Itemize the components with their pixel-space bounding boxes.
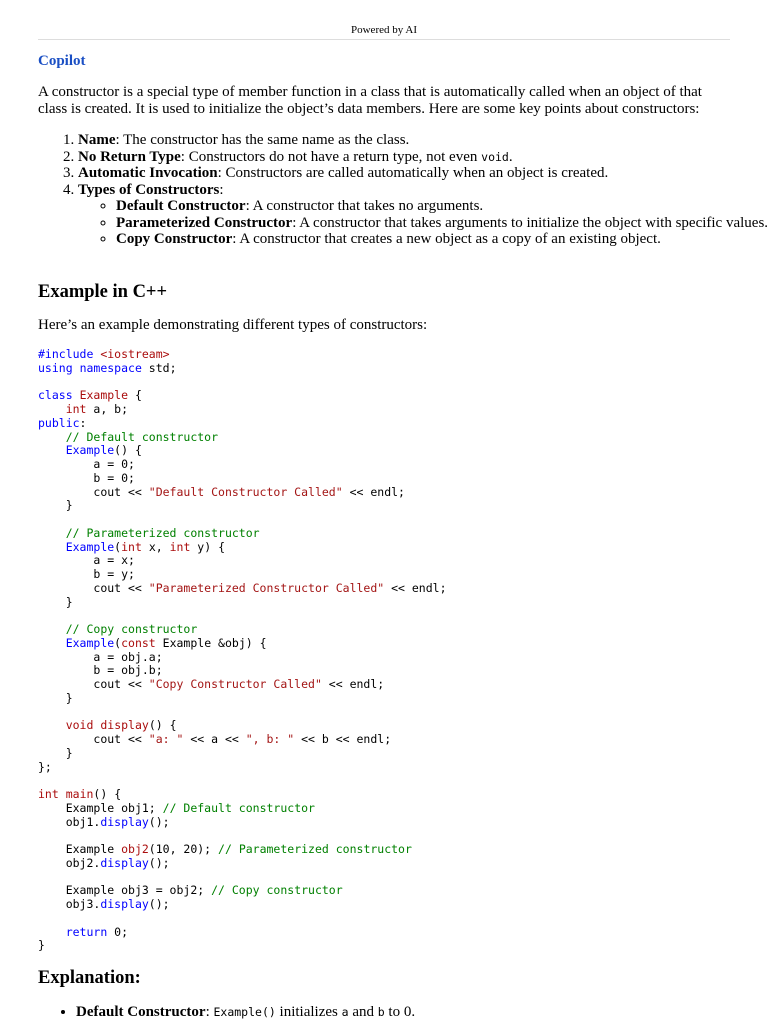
term: Default Constructor [76,1004,206,1020]
powered-by-banner [38,22,730,40]
key-point-automatic-invocation [78,165,768,182]
term: No Return Type [78,148,181,165]
code-token: using [38,360,73,375]
code-token: int [65,402,87,416]
code-token: // Parameterized constructor [218,842,412,856]
example-heading: Example in C++ [38,282,168,302]
code-token: "Parameterized Constructor Called" [148,580,385,595]
inline-code: b [377,1005,385,1019]
code-token: display [100,814,149,829]
term: Parameterized Constructor [116,214,293,231]
description: : The constructor has the same name as the class. [115,132,410,148]
code-token: (); [148,855,170,870]
description: to 0. [384,1004,416,1020]
term: Default Constructor [116,198,246,214]
code-token: a = x; [93,553,135,568]
description: : Constructors do not have a return type, not even [180,148,482,165]
term: Name [78,132,116,148]
code-token: a = 0; [93,457,135,471]
key-point-no-return-type [78,149,768,166]
code-token: display [100,897,149,911]
code-token: } [65,498,73,513]
code-token: << endl; [342,484,405,499]
description: : A constructor that creates a new object as a copy of an existing object. [232,231,661,247]
code-token: } [38,938,45,953]
description: initializes [275,1004,342,1020]
code-token: Example &obj) { [155,635,267,650]
term: Copy Constructor [116,231,233,247]
code-token: Example [65,443,115,458]
code-token: Example obj3 = obj2; [65,883,212,898]
code-token: ( [114,539,122,554]
inline-code: a [341,1005,349,1019]
code-token: // Parameterized constructor [65,525,260,540]
code-token: <iostream> [93,347,170,361]
explanation-heading: Explanation: [38,968,141,988]
code-token: << b << endl; [294,732,392,746]
inline-code: Example() [213,1005,276,1019]
code-token: 0; [107,924,129,939]
code-token: << endl; [384,580,447,595]
code-token: obj1. [65,814,101,829]
code-token: const [121,635,156,650]
code-token: int [38,787,59,801]
key-point-name [78,132,768,149]
code-token: { [128,388,142,403]
code-token: b = y; [93,567,135,581]
code-token: display [100,855,149,870]
inline-code: void [481,149,509,164]
code-token: // Default constructor [162,800,315,815]
intro-paragraph: A constructor is a special type of member function in a class that is automatically called when an object of that class is created. It is used to initialize the object’s data members. Here are some key points about constructors: [38,84,702,117]
code-token: } [65,594,73,609]
code-token: cout << [93,484,149,499]
code-token: Example [79,388,129,403]
code-token: obj2. [65,855,101,870]
code-token: "a: " [148,732,184,746]
key-point-types [78,182,768,248]
code-token: return [65,924,108,939]
key-points-list [38,132,768,248]
code-token: Example [65,842,122,856]
description: : [219,181,224,198]
type-default [116,198,768,215]
code-token: () { [93,787,122,801]
code-token: x, [141,539,170,554]
code-token: obj3. [65,897,101,911]
code-token: int [169,539,191,554]
code-token: "Copy Constructor Called" [148,677,322,691]
code-token: display [100,718,149,733]
code-token: } [65,690,73,705]
code-token: obj2 [121,842,149,856]
code-token: class [38,388,73,403]
code-block [38,348,447,953]
code-token: void [65,718,94,733]
code-token: b = 0; [93,470,135,485]
code-token: : [79,415,87,430]
code-token: "Default Constructor Called" [148,484,343,499]
type-parameterized [116,215,768,232]
code-token: y) { [190,539,225,554]
assistant-name: Copilot [38,53,86,69]
code-token: cout << [93,732,149,746]
code-token: std; [141,360,177,375]
code-token: Example obj1; [65,800,163,815]
code-token: // Default constructor [65,429,219,444]
code-token: // Copy constructor [211,883,343,898]
punctuation: . [508,148,513,165]
code-token: } [65,745,73,760]
code-token: public [38,415,80,430]
code-token: () { [114,443,142,458]
code-token: a = obj.a; [93,649,163,664]
separator: : [205,1004,214,1020]
code-token: Example [65,635,115,650]
code-token: cout << [93,677,149,691]
code-token: cout << [93,580,149,595]
term: Automatic Invocation [78,165,218,181]
explanation-list [38,1004,768,1021]
description: : Constructors are called automatically when an object is created. [217,165,609,181]
code-token: // Copy constructor [65,622,198,636]
description: : A constructor that takes no arguments. [245,198,484,214]
powered-by-text: Powered by AI [351,24,417,36]
type-copy [116,231,768,248]
code-token: (10, 20); [148,842,219,856]
code-token: namespace [79,360,142,375]
example-intro: Here’s an example demonstrating different types of constructors: [38,317,428,333]
code-token: << a << [183,732,246,746]
code-token: ", b: " [245,732,295,746]
code-token: (); [148,897,170,911]
code-token: int [121,539,142,554]
code-token: #include [38,347,94,361]
code-token: b = obj.b; [93,663,163,678]
constructor-types-list [78,198,768,248]
code-token: << endl; [321,677,385,691]
description: and [348,1004,378,1020]
explanation-default-constructor [76,1004,768,1021]
code-token: (); [148,814,170,829]
code-token: }; [38,759,52,774]
description: : A constructor that takes arguments to initialize the object with specific values. [292,214,768,231]
code-token: main [65,787,94,801]
term: Types of Constructors [78,181,220,198]
code-token: ( [114,635,122,650]
code-token: a, b; [86,402,129,416]
code-token: () { [148,718,177,733]
code-token: Example [65,539,115,554]
